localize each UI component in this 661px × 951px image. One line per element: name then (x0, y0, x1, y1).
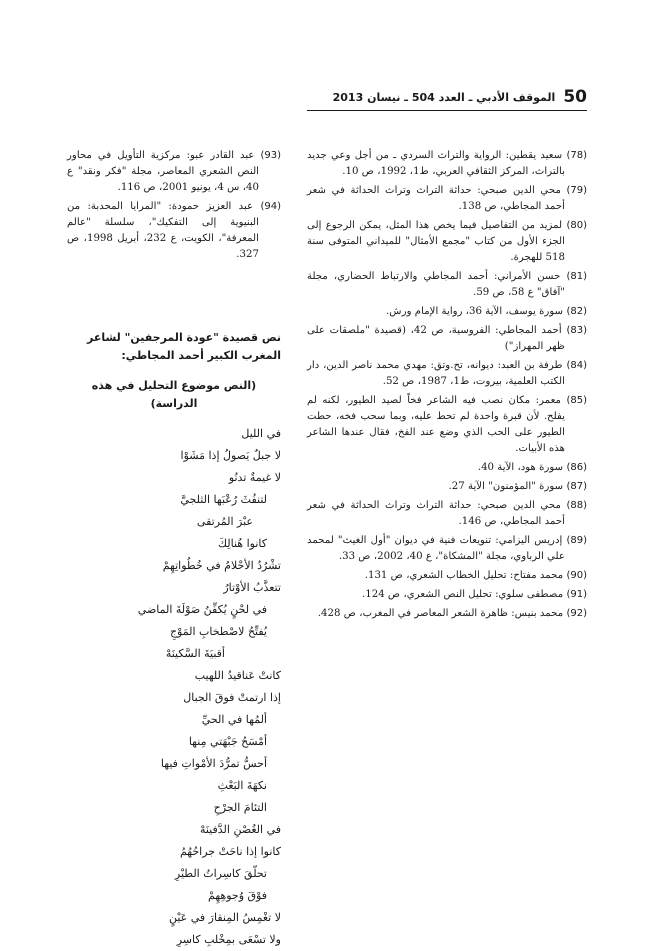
footnote-text: محي الدين صبحي: حداثة التراث وتراث الحداثة في شعر أحمد المجاطي، ص 138. (307, 185, 565, 212)
poem-line: فوْقَ وُجوهِهِمْ (208, 889, 267, 902)
footnote (67, 148, 281, 196)
poem-line: أقبيَةَ السَّكينَهْ (165, 647, 225, 660)
footnote-number: (93) (260, 150, 281, 161)
poem-line: لا جبلٌ يَصولُ إذا مَشَوْا (180, 449, 281, 462)
header-rule (307, 110, 587, 111)
footnote-number: (78) (566, 150, 587, 161)
footnote-number: (82) (566, 306, 587, 317)
footnote-number: (87) (566, 481, 587, 492)
poem-line: ولا تسْعَى بمِخْلبِ كاسِرِ (176, 933, 281, 946)
poem-title: نص قصيدة "عودة المرجفين" لشاعر المغرب الكبير أحمد المجاطي: (86, 331, 281, 362)
footnote (307, 568, 587, 584)
footnote-text: محمد بنيس: ظاهرة الشعر المعاصر في المغرب، ص 428. (317, 608, 564, 619)
footnote-text: حسن الأمراني: أحمد المجاطي والارتباط الحضاري، مجلة "آفاق" ع 58، ص 59. (307, 271, 565, 298)
footnote-number: (83) (566, 325, 587, 336)
journal-issue-title: الموقف الأدبي ـ العدد 504 ـ نيسان 2013 (332, 90, 556, 104)
footnote-text: عبد القادر عبو: مركزية التأويل في محاور النص الشعري المعاصر، مجلة "فكر ونقد" ع 40، س 4، يونيو 2001، ص 116. (67, 150, 259, 193)
footnote-number: (94) (260, 201, 281, 212)
footnote (307, 218, 587, 266)
poem-text (67, 423, 281, 951)
poem-line: نكهَةَ البَعْثِ (217, 779, 267, 792)
poem-line: لتنفُثَ رُعْبَها الثلجيَّ (180, 493, 267, 506)
footnote (307, 323, 587, 355)
poem-line: تشْرُدُ الأحْلامُ في خُطُواتِهِمْ (162, 559, 281, 572)
poem-line: تتعذَّبُ الأوْتارُ (223, 581, 281, 594)
footnote-number: (84) (566, 360, 587, 371)
footnote-text: طرفة بن العبد: ديوانه، تح.وتق: مهدي محمد ناصر الدين، دار الكتب العلمية، بيروت، ط1، 1987، ص 52. (307, 360, 565, 387)
footnotes-left-column (67, 148, 281, 263)
poem-line: كانوا هُنالِكَ (218, 537, 267, 550)
footnote-text: محي الدين صبحي: حداثة التراث وتراث الحداثة في شعر أحمد المجاطي، ص 146. (307, 500, 565, 527)
poem-line: يُفتِّحُ لاصْطخابِ المَوْجِ (169, 625, 267, 638)
poem-line: التئامَ الجرْحِ (213, 801, 267, 814)
footnote-number: (80) (566, 220, 587, 231)
footnote-number: (85) (566, 395, 587, 406)
footnote-number: (88) (566, 500, 587, 511)
footnote (307, 479, 587, 495)
footnote-text: إدريس اليزامي: تنويعات فنية في ديوان "أول الغيث" لمحمد علي الرباوي، مجلة "المشكاة"، ع 40، 2002، ص 33. (307, 535, 565, 562)
footnote-number: (90) (566, 570, 587, 581)
left-column (67, 148, 281, 951)
poem-subtitle: (النص موضوع التحليل في هذه الدراسة) (91, 379, 257, 410)
footnote (307, 460, 587, 476)
footnote (307, 269, 587, 301)
footnote (307, 393, 587, 457)
poem-line: لا غيمةٌ تدنُو (228, 471, 281, 484)
footnote-number: (89) (566, 535, 587, 546)
footnote-number: (79) (566, 185, 587, 196)
footnote (307, 587, 587, 603)
footnote-number: (86) (566, 462, 587, 473)
page-header (307, 86, 587, 108)
footnote-text: سعيد يقطين: الرواية والتراث السردي ـ من أجل وعي جديد بالتراث، المركز الثقافي العربي، ط1، 1992، ص 10. (307, 150, 565, 177)
poem-line: أمْسَحُ جَبْهَتي مِنها (188, 735, 267, 748)
footnote-number: (91) (566, 589, 587, 600)
footnote-text: أحمد المجاطي: الفروسية، ص 42، (قصيدة "ملصقات على ظهر المهراز") (307, 325, 565, 352)
footnote-text: سورة "المؤمنون" الآية 27. (448, 481, 564, 492)
footnote (307, 358, 587, 390)
footnote (307, 533, 587, 565)
footnote (67, 199, 281, 263)
poem-line: كانتْ عَناقيدُ اللهيب (194, 669, 281, 682)
poem-line: لا تغْمِسُ المِنقارَ في عَيْنٍ (168, 911, 281, 924)
footnote-text: معمر: مكان نصب فيه الشاعر فخاً لصيد الطيور، لكنه لم يفلح. لأن قبرة واحدة لم تحط عليه، وبما سحب فخه، حطت الطيور على الحب الذي وضع عند الفخ، فقال عندها الشاعر هذه الأبيات. (307, 395, 565, 454)
poem-line: كانوا إذا ناحَتْ جراحُهُمُ (179, 845, 281, 858)
poem-line: إذا ارتمتْ فوقَ الجبال (183, 691, 281, 704)
footnotes-right-column (307, 148, 587, 625)
poem-line: أحسُّ تمرُّدَ الأمْواتِ فيها (160, 757, 267, 770)
footnote (307, 148, 587, 180)
footnote-text: محمد مفتاح: تحليل الخطاب الشعري، ص 131. (364, 570, 564, 581)
footnote (307, 304, 587, 320)
footnote-number: (81) (566, 271, 587, 282)
footnote-text: سورة هود، الآية 40. (477, 462, 564, 473)
poem-line: في الغُصْنِ الدَّفينَهْ (199, 823, 281, 836)
poem-line: ألمُها في الحيِّ (201, 713, 267, 726)
footnote-text: سورة يوسف، الآية 36، رواية الإمام ورش. (386, 306, 564, 317)
footnote-text: لمزيد من التفاصيل فيما يخص هذا المثل، يمكن الرجوع إلى الجزء الأول من كتاب "مجمع الأمثال" للميداني المتوفى سنة 518 للهجرة. (307, 220, 565, 263)
footnote (307, 183, 587, 215)
page-number: 50 (563, 87, 587, 107)
poem-line: تحلّقَ كاسِراتُ الطيْرِ (174, 867, 267, 880)
footnote-number: (92) (566, 608, 587, 619)
poem-line: في الليل (241, 427, 281, 440)
poem-line: في لحْنٍ يُكفِّنُ صَوْلَةَ الماضي (137, 603, 267, 616)
footnote-text: مصطفى سلوي: تحليل النص الشعري، ص 124. (361, 589, 564, 600)
footnote (307, 498, 587, 530)
footnote-text: عبد العزيز حمودة: "المرايا المحدبة: من البنيوية إلى التفكيك"، سلسلة "عالم المعرفة"، الكويت، ع 232، أبريل 1998، ص 327. (67, 201, 259, 260)
poem-line: عبْرَ المُرتقى (196, 515, 253, 528)
footnote (307, 606, 587, 622)
